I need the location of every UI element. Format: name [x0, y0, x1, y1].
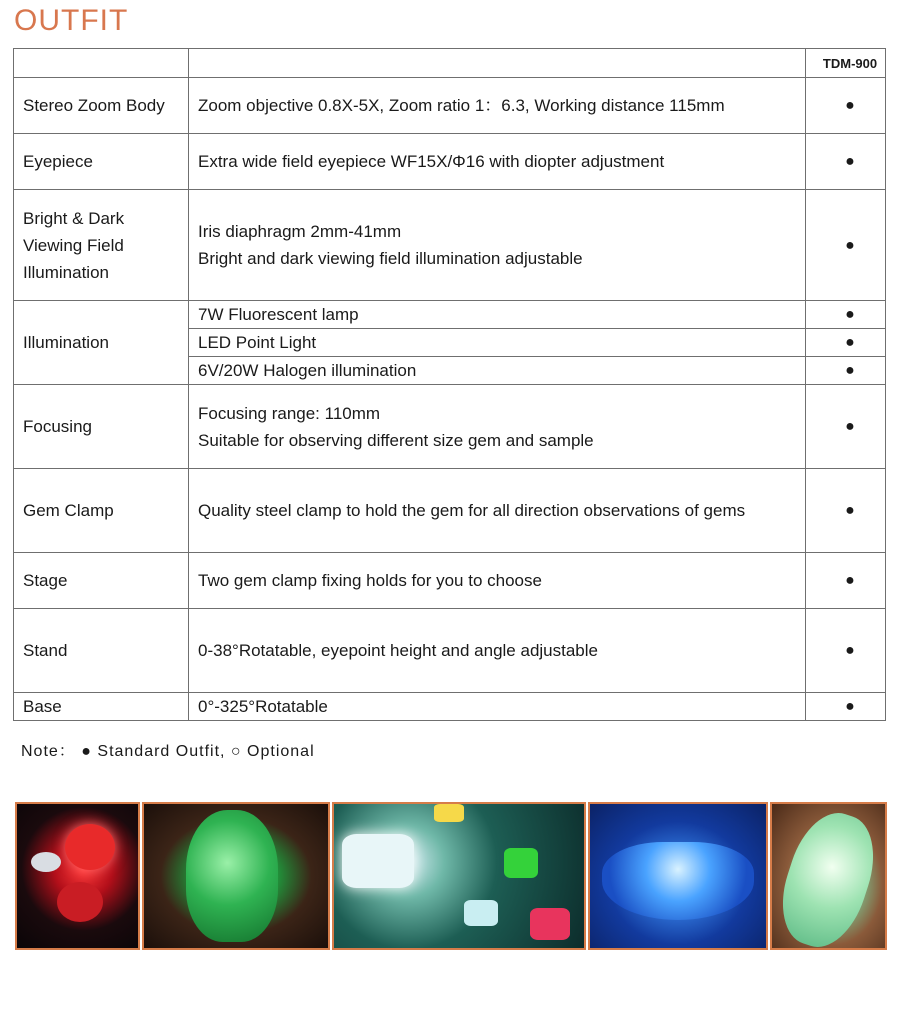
- jade-pendant-photo: [142, 802, 330, 950]
- row-description: LED Point Light: [189, 329, 806, 357]
- ruby-gem: [65, 824, 115, 870]
- ruby-ring-photo: [15, 802, 140, 950]
- table-header-row: [14, 49, 886, 78]
- row-description: 0°-325°Rotatable: [189, 693, 806, 721]
- yellow-gem: [434, 804, 464, 822]
- optional-symbol: ○: [230, 743, 242, 760]
- standard-label: Standard Outfit,: [97, 743, 226, 760]
- outfit-table: [13, 48, 886, 721]
- standard-mark: ●: [806, 190, 886, 301]
- ring-band: [31, 852, 61, 872]
- page-title: OUTFIT: [14, 4, 129, 37]
- row-label: Stereo Zoom Body: [14, 78, 189, 134]
- blue-diamond: [602, 842, 754, 920]
- row-label: Stage: [14, 553, 189, 609]
- jade-stone: [770, 803, 887, 950]
- row-label: Eyepiece: [14, 134, 189, 190]
- row-description: Quality steel clamp to hold the gem for all direction observations of gems: [189, 469, 806, 553]
- table-row: [14, 78, 886, 134]
- table-row: [14, 469, 886, 553]
- row-description: Extra wide field eyepiece WF15X/Φ16 with diopter adjustment: [189, 134, 806, 190]
- table-row: [14, 301, 886, 329]
- table-row: [14, 693, 886, 721]
- row-description: Two gem clamp fixing holds for you to choose: [189, 553, 806, 609]
- row-description: [189, 190, 806, 301]
- standard-mark: ●: [806, 134, 886, 190]
- description-line: Iris diaphragm 2mm-41mm: [198, 222, 402, 241]
- standard-mark: ●: [806, 609, 886, 693]
- description-line: Suitable for observing different size gem and sample: [198, 430, 594, 450]
- table-row: [14, 553, 886, 609]
- standard-mark: ●: [806, 469, 886, 553]
- jade-stone-photo: [770, 802, 887, 950]
- standard-mark: ●: [806, 329, 886, 357]
- description-line: Focusing range: 110mm: [198, 403, 381, 423]
- table-row: [14, 190, 886, 301]
- row-label: Base: [14, 693, 189, 721]
- table-row: [14, 385, 886, 469]
- standard-symbol: ●: [81, 743, 92, 760]
- standard-mark: ●: [806, 301, 886, 329]
- model-header: TDM-900: [806, 49, 886, 78]
- header-cell-empty: [189, 49, 806, 78]
- row-label: Illumination: [14, 301, 189, 385]
- blue-diamond-photo: [588, 802, 768, 950]
- diamond: [342, 834, 414, 888]
- standard-mark: ●: [806, 553, 886, 609]
- standard-mark: ●: [806, 357, 886, 385]
- note-prefix: Note：: [21, 743, 76, 760]
- optional-label: Optional: [247, 743, 315, 760]
- description-line: Bright and dark viewing field illumination adjustable: [198, 249, 583, 268]
- ruby-reflection: [57, 882, 103, 922]
- clear-gem: [464, 900, 498, 926]
- gem-photo-gallery: [15, 802, 887, 950]
- row-label: Stand: [14, 609, 189, 693]
- row-description: 7W Fluorescent lamp: [189, 301, 806, 329]
- emerald: [504, 848, 538, 878]
- legend-note: [21, 738, 315, 761]
- row-description: Zoom objective 0.8X-5X, Zoom ratio 1：6.3, Working distance 115mm: [189, 78, 806, 134]
- row-description: 6V/20W Halogen illumination: [189, 357, 806, 385]
- gemstones-photo: [332, 802, 586, 950]
- row-label: Gem Clamp: [14, 469, 189, 553]
- row-description: [189, 385, 806, 469]
- row-label: Focusing: [14, 385, 189, 469]
- pink-gem: [530, 908, 570, 940]
- row-label: Bright & Dark Viewing Field Illumination: [14, 190, 189, 301]
- standard-mark: ●: [806, 78, 886, 134]
- header-cell-empty: [14, 49, 189, 78]
- table-row: [14, 609, 886, 693]
- jade-pendant: [186, 810, 278, 942]
- standard-mark: ●: [806, 693, 886, 721]
- row-description: 0-38°Rotatable, eyepoint height and angle adjustable: [189, 609, 806, 693]
- standard-mark: ●: [806, 385, 886, 469]
- table-row: [14, 134, 886, 190]
